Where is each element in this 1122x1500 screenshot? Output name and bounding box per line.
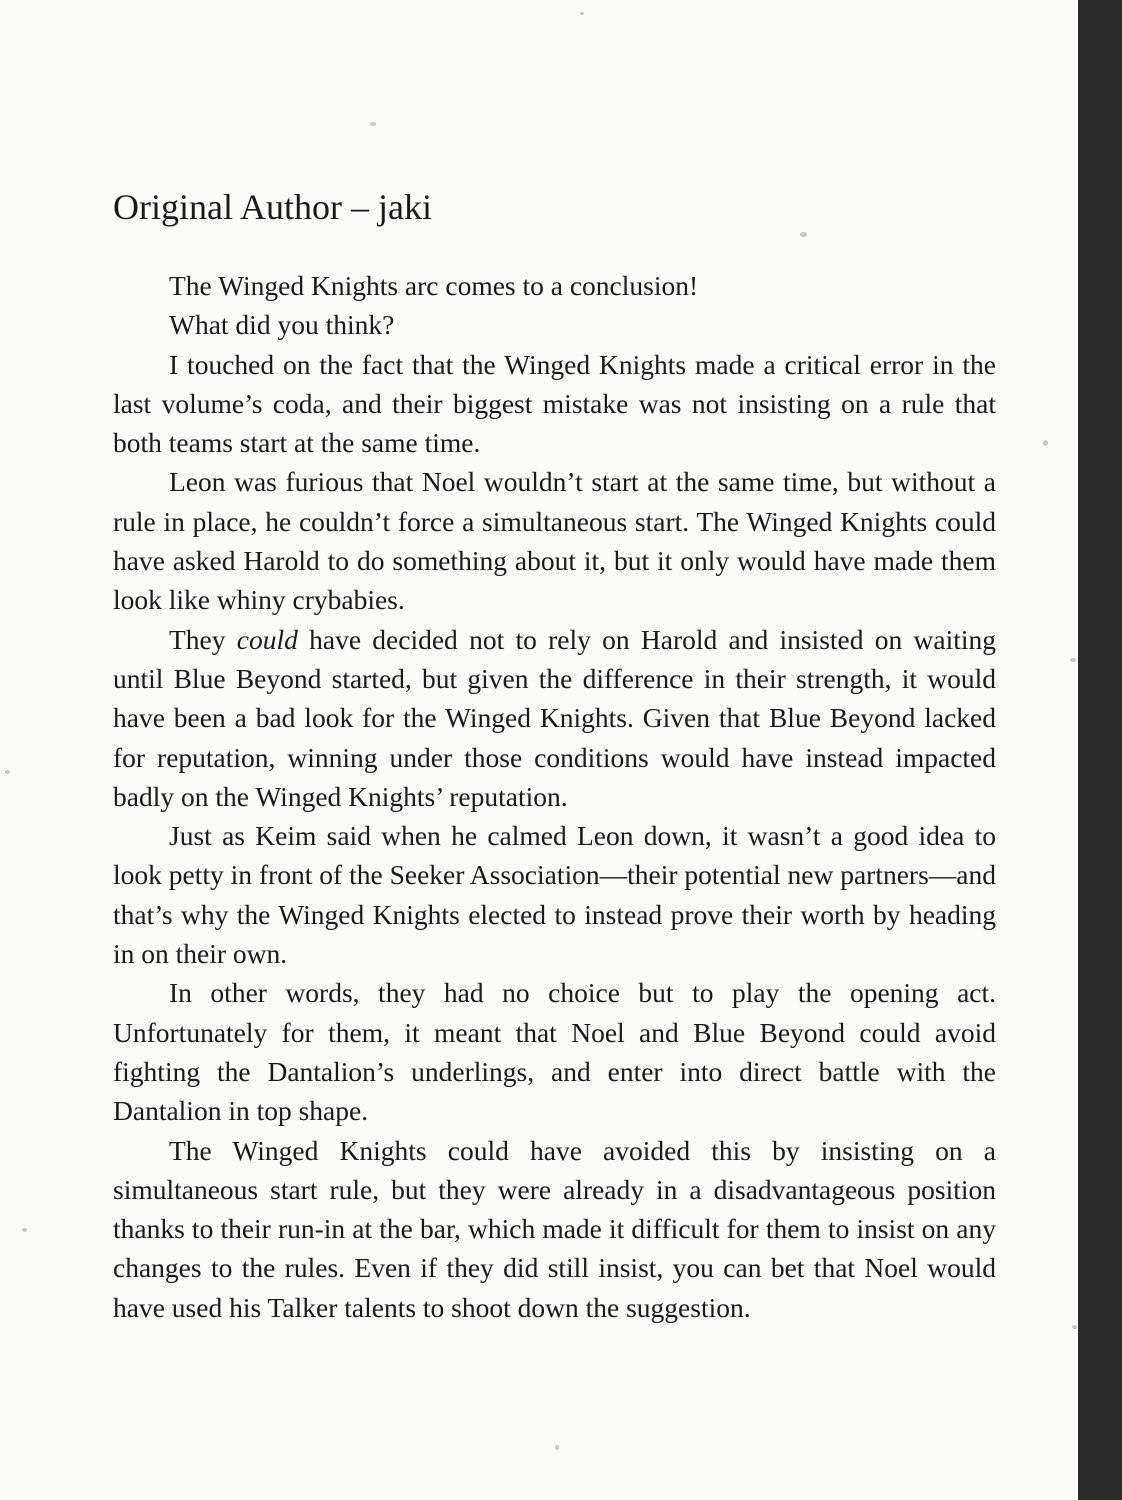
paragraph: The Winged Knights arc comes to a conclusion! — [169, 270, 699, 301]
paper-speck — [22, 1228, 27, 1232]
paper-speck — [800, 232, 807, 237]
paper-speck — [1070, 658, 1076, 662]
paragraph-text: They — [169, 623, 237, 655]
paragraph — [113, 620, 996, 816]
paragraph: I touched on the fact that the Winged Knights made a critical error in the last volume’s coda, and their biggest mistake was not insisting on a rule that both teams start at the same time. — [113, 348, 996, 459]
paragraph: What did you think? — [169, 309, 395, 341]
dark-page-edge — [1078, 0, 1122, 1500]
paper-speck — [1043, 440, 1048, 446]
paragraph: The Winged Knights could have avoided this by insisting on a simultaneous start rule, but they were already in a disadvantageous position thanks to their run-in at the bar, which made it difficult for them to insist on any changes to the rules. Even if they did still insist, you can bet that Noel would have used his Talker talents to shoot down the suggestion. — [113, 1134, 996, 1323]
paper-speck — [370, 122, 376, 126]
paper-speck — [555, 1445, 559, 1450]
paragraph-text: have decided not to rely on Harold and insisted on waiting until Blue Beyond started, but given the difference in their strength, it would have been a bad look for the Winged Knights. Given that Blue Beyond lacked for reputation, winning under those conditions would have instead impacted badly on the Winged Knights’ reputation. — [113, 623, 996, 812]
paper-speck — [580, 12, 584, 15]
paragraph: In other words, they had no choice but to play the opening act. Unfortunately for them, it meant that Noel and Blue Beyond could avoid fighting the Dantalion’s underlings, and enter into direct battle with the Dantalion in top shape. — [113, 977, 996, 1127]
paper-speck — [1072, 1325, 1077, 1329]
paragraph: Leon was furious that Noel wouldn’t start at the same time, but without a rule in place, he couldn’t force a simultaneous start. The Winged Knights could have asked Harold to do something about it, but it only would have made them look like whiny crybabies. — [113, 466, 996, 616]
paragraph: Just as Keim said when he calmed Leon down, it wasn’t a good idea to look petty in front of the Seeker Association—their potential new partners—and that’s why the Winged Knights elected to instead prove their worth by heading in on their own. — [113, 820, 996, 970]
page-heading: Original Author – jaki — [113, 187, 432, 227]
emphasis-text: could — [236, 623, 298, 655]
body-text — [113, 266, 996, 1327]
paper-speck — [5, 770, 10, 774]
